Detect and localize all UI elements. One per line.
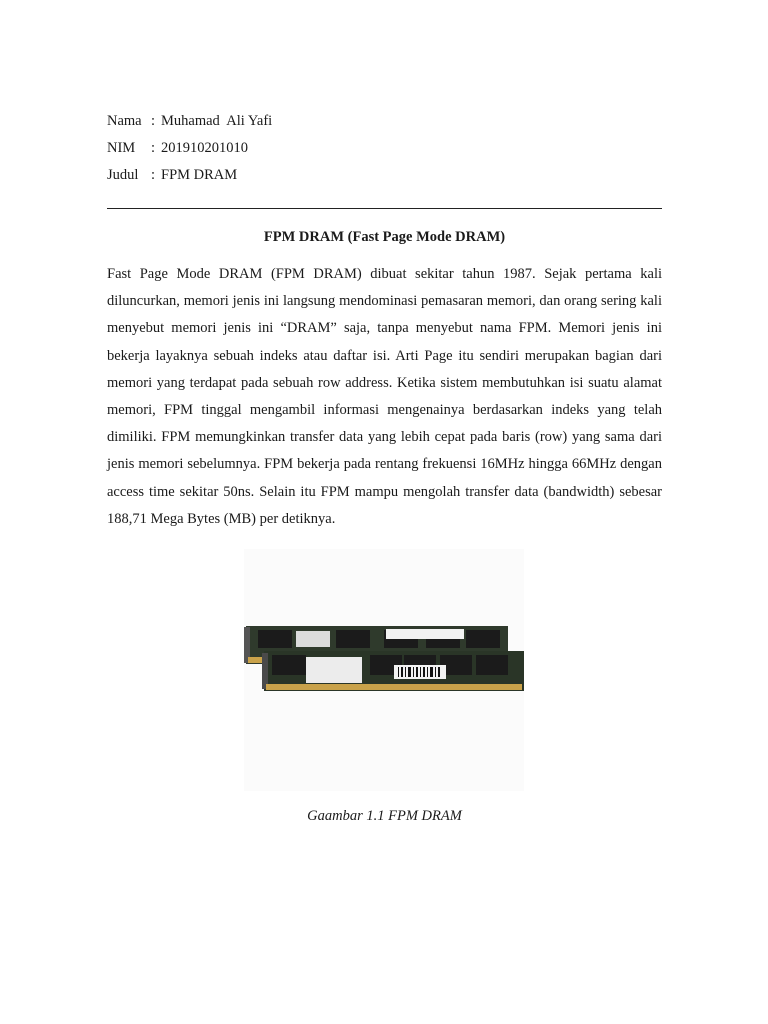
header-label-nim: NIM — [107, 140, 136, 156]
header-row-name — [107, 108, 272, 135]
header-label-judul: Judul — [107, 167, 139, 183]
header-separator: : — [151, 140, 156, 156]
body-paragraph: Fast Page Mode DRAM (FPM DRAM) dibuat sekitar tahun 1987. Sejak pertama kali diluncurkan, memori jenis ini langsung mendominasi pemasaran memori, dan orang sering kali menyebut memori jenis ini “DRAM” saja, tanpa menyebut nama FPM. Memori jenis ini bekerja layaknya sebuah indeks atau daftar isi. Arti Page itu sendiri merupakan bagian dari memori yang terdapat pada sebuah row address. Ketika sistem membutuhkan isi suatu alamat memori, FPM tinggal mengambil informasi mengenainya berdasarkan indeks yang telah dimiliki. FPM memungkinkan transfer data yang lebih cepat pada baris (row) yang sama dari jenis memori sebelumnya. FPM bekerja pada rentang frekuensi 16MHz hingga 66MHz dengan access time sekitar 50ns. Selain itu FPM mampu mengolah transfer data (bandwidth) sebesar 188,71 Mega Bytes (MB) per detiknya. — [107, 266, 662, 527]
dram-modules-illustration — [244, 549, 524, 791]
document-header — [107, 108, 272, 189]
header-separator: : — [151, 113, 156, 129]
header-row-nim — [107, 135, 272, 162]
header-label-name: Nama — [107, 113, 142, 129]
header-separator: : — [151, 167, 156, 183]
header-value-nim: 201910201010 — [161, 140, 248, 156]
horizontal-rule — [107, 208, 662, 209]
header-row-judul — [107, 162, 272, 189]
section-title: FPM DRAM (Fast Page Mode DRAM) — [263, 229, 506, 245]
figure-caption: Gaambar 1.1 FPM DRAM — [307, 808, 462, 824]
dram-module-front — [262, 651, 524, 691]
header-value-judul: FPM DRAM — [161, 167, 238, 183]
figure-image — [244, 549, 524, 791]
header-value-name: Muhamad Ali Yafi — [161, 113, 273, 129]
